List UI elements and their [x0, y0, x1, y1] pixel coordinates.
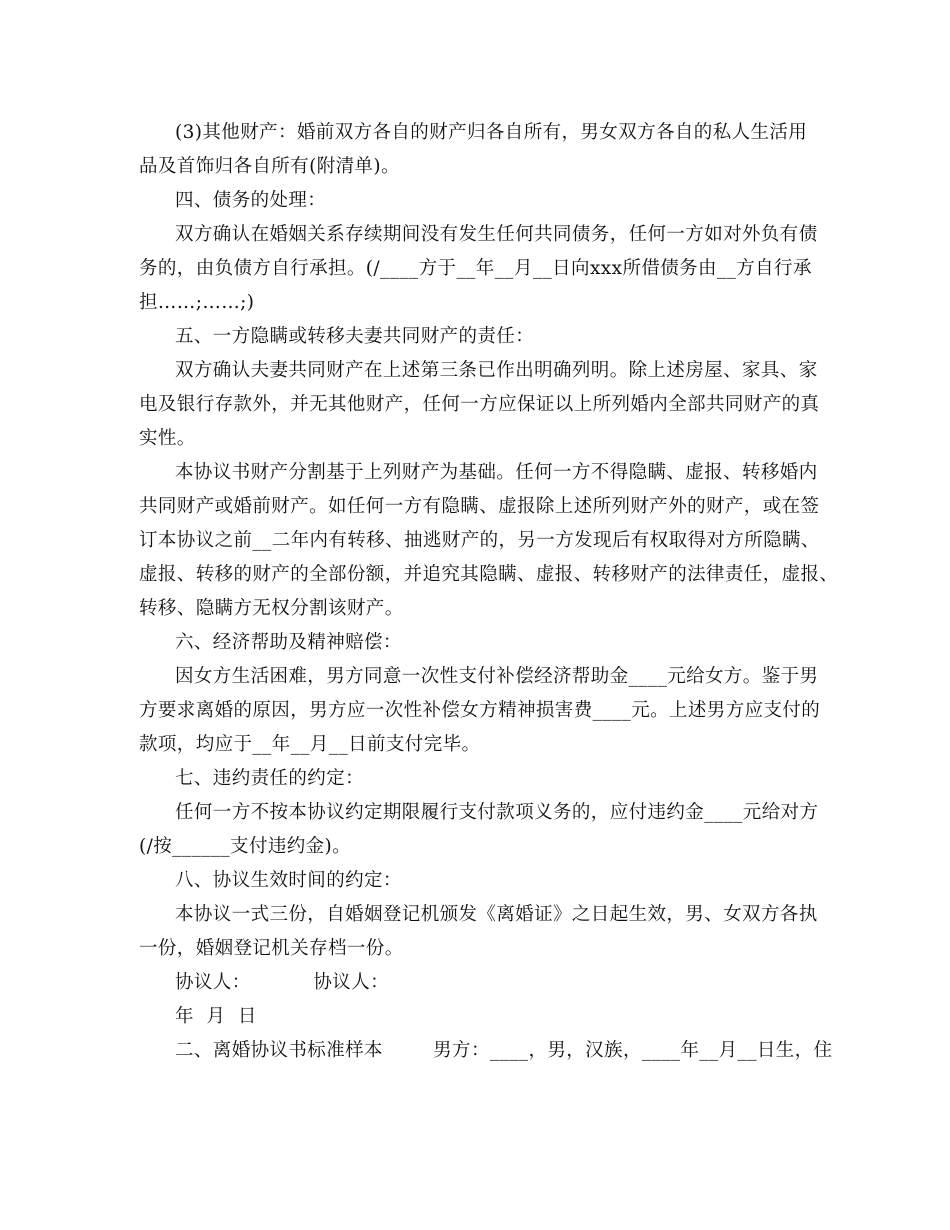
section-heading-8: 八、协议生效时间的约定： — [175, 870, 402, 891]
text-line-21: 任何一方不按本协议约定期限履行支付款项义务的，应付违约金____元给对方 — [175, 802, 819, 823]
text-line-12: 共同财产或婚前财产。如任何一方有隐瞒、虚报除上述所列财产外的财产，或在签 — [139, 496, 820, 517]
text-line-8: 双方确认夫妻共同财产在上述第三条已作出明确列明。除上述房屋、家具、家 — [175, 360, 818, 381]
text-line-25: 一份，婚姻登记机关存档一份。 — [139, 938, 404, 959]
text-line-11: 本协议书财产分割基于上列财产为基础。任何一方不得隐瞒、虚报、转移婚内 — [175, 462, 818, 483]
text-line-9: 电及银行存款外，并无其他财产，任何一方应保证以上所列婚内全部共同财产的真 — [139, 394, 820, 415]
text-line-4: 双方确认在婚姻关系存续期间没有发生任何共同债务，任何一方如对外负有债 — [175, 224, 818, 245]
text-line-24: 本协议一式三份，自婚姻登记机颁发《离婚证》之日起生效，男、女双方各执 — [175, 904, 818, 925]
text-line-17: 因女方生活困难，男方同意一次性支付补偿经济帮助金____元给女方。鉴于男 — [175, 666, 819, 687]
text-line-14: 虚报、转移的财产的全部份额，并追究其隐瞒、虚报、转移财产的法律责任，虚报、 — [139, 564, 839, 585]
text-line-22: (/按______支付违约金)。 — [139, 836, 352, 857]
text-line-2: 品及首饰归各自所有(附清单)。 — [139, 156, 400, 177]
text-line-15: 转移、隐瞒方无权分割该财产。 — [139, 598, 404, 619]
text-line-13: 订本协议之前__二年内有转移、抽逃财产的，另一方发现后有权取得对方所隐瞒、 — [139, 530, 820, 551]
text-line-10: 实性。 — [139, 428, 196, 449]
date-line: 年 月 日 — [175, 1006, 257, 1027]
section-heading-5: 五、一方隐瞒或转移夫妻共同财产的责任： — [175, 326, 535, 347]
section-heading-4: 四、债务的处理： — [175, 190, 327, 211]
section-heading-7: 七、违约责任的约定： — [175, 768, 365, 789]
text-line-18: 方要求离婚的原因，男方应一次性补偿女方精神损害费____元。上述男方应支付的 — [139, 700, 821, 721]
text-line-1: (3)其他财产：婚前双方各自的财产归各自所有，男女双方各自的私人生活用 — [175, 122, 808, 143]
section-heading-6: 六、经济帮助及精神赔偿： — [175, 632, 402, 653]
signatories-line: 协议人： 协议人： — [175, 972, 390, 993]
text-line-6: 担……;……;) — [139, 292, 255, 313]
text-line-28: 二、离婚协议书标准样本 男方：____，男，汉族，____年__月__日生，住 — [175, 1040, 833, 1061]
text-line-5: 务的，由负债方自行承担。(/____方于__年__月__日向xxx所借债务由__方自行承 — [139, 258, 812, 279]
text-line-19: 款项，均应于__年__月__日前支付完毕。 — [139, 734, 481, 755]
